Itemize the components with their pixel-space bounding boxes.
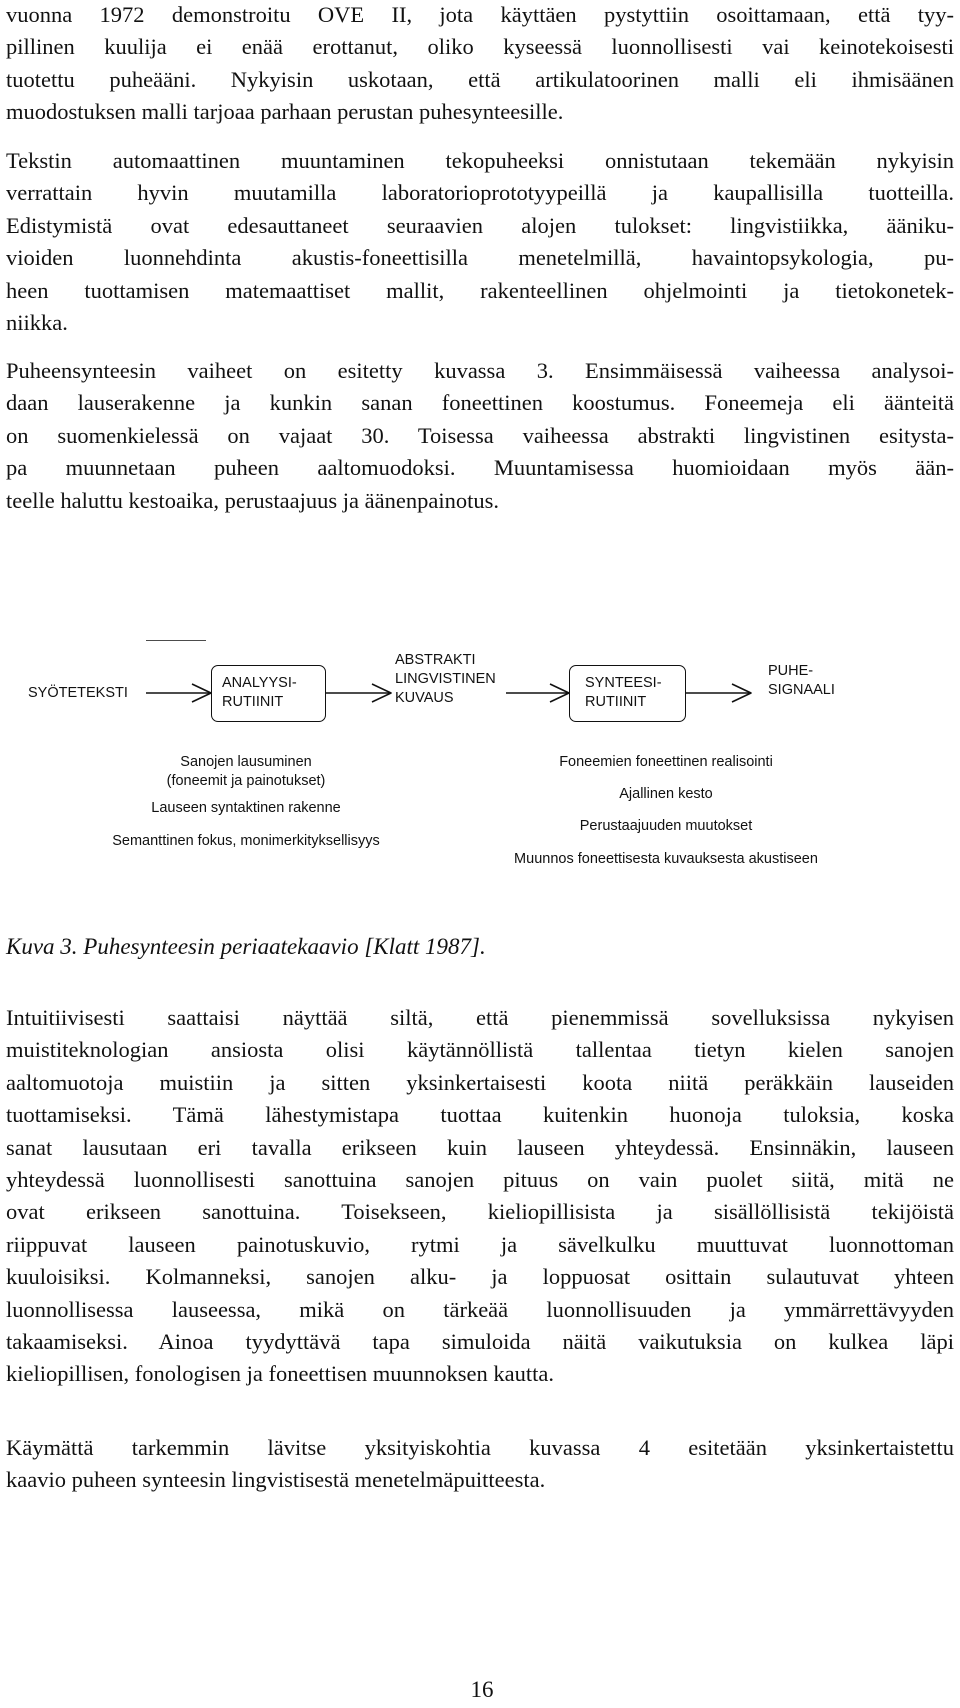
note-duration: Ajallinen kesto (619, 786, 713, 802)
text-line: vioiden luonnehdinta akustis-foneettisilla menetelmillä, havaintopsykologia, pu- (6, 245, 954, 271)
paragraph-5 (6, 1432, 954, 1497)
input-text-label: SYÖTETEKSTI (28, 685, 128, 701)
text-line: niikka. (6, 310, 68, 336)
paragraph-2 (6, 145, 954, 339)
text-line: muistiteknologian ansiosta olisi käytännöllistä tallentaa tietyn kielen sanojen (6, 1037, 954, 1063)
figure-caption: Kuva 3. Puhesynteesin periaatekaavio [Klatt 1987]. (6, 934, 486, 959)
text-line: kieliopillisen, fonologisen ja foneettisen muunnoksen kautta. (6, 1361, 555, 1387)
synthesis-diagram (6, 640, 958, 900)
text-line: ovat erikseen sanottuina. Toisekseen, kieliopillisista ja sisällöllisistä tekijöistä (6, 1199, 954, 1225)
abstract-label-2: LINGVISTINEN (395, 671, 496, 687)
abstract-label-1: ABSTRAKTI (395, 652, 476, 668)
text-line: aaltomuotoja muistiin ja sitten yksinkertaisesti koota niitä peräkkäin lauseiden (6, 1069, 954, 1095)
text-line: Käymättä tarkemmin lävitse yksityiskohtia kuvassa 4 esitetään yksinkertaistettu (6, 1435, 954, 1460)
text-line: luonnollisessa lauseessa, mikä on tärkeää luonnollisuuden ja ymmärrettävyyden (6, 1296, 954, 1322)
text-line: Puheensynteesin vaiheet on esitetty kuvassa 3. Ensimmäisessä vaiheessa analysoi- (6, 358, 954, 383)
text-line: tuottamiseksi. Tämä lähestymistapa tuottaa kuitenkin huonoja tuloksia, koska (6, 1102, 954, 1128)
document-page (6, 0, 958, 1708)
text-line: riippuvat lauseen painotuskuvio, rytmi ja sävelkulku muuttuvat luonnottoman (6, 1231, 954, 1257)
note-phonetic-realization: Foneemien foneettinen realisointi (559, 754, 773, 770)
text-line: tuotettu puheääni. Nykyisin uskotaan, että artikulatoorinen malli eli ihmisäänen (6, 66, 954, 92)
output-label-1: PUHE- (768, 663, 814, 679)
paragraph-1 (6, 0, 954, 129)
text-line: Edistymistä ovat edesauttaneet seuraavien alojen tulokset: lingvistiikka, ääniku- (6, 212, 954, 238)
text-line: on suomenkielessä on vajaat 30. Toisessa vaiheessa abstrakti lingvistinen esitysta- (6, 422, 954, 448)
text-line: daan lauserakenne ja kunkin sanan foneettinen koostumus. Foneemeja eli äänteitä (6, 390, 954, 416)
note-phonemes-stress: (foneemit ja painotukset) (166, 773, 326, 789)
analysis-label-1: ANALYYSI- (222, 675, 297, 691)
note-syntactic-structure: Lauseen syntaktinen rakenne (151, 800, 341, 816)
page-number: 16 (470, 1677, 494, 1702)
text-line: kaavio puheen synteesin lingvistisestä menetelmäpuitteesta. (6, 1467, 546, 1493)
text-line: verrattain hyvin muutamilla laboratorioprototyypeillä ja kaupallisilla tuotteilla. (6, 180, 954, 206)
text-line: takaamiseksi. Ainoa tyydyttävä tapa simuloida näitä vaikutuksia on kulkea läpi (6, 1329, 954, 1355)
synthesis-label-2: RUTIINIT (585, 694, 647, 710)
text-line: Intuitiivisesti saattaisi näyttää siltä, että pienemmissä sovelluksissa nykyisen (6, 1005, 954, 1030)
text-line: vuonna 1972 demonstroitu OVE II, jota käyttäen pystyttiin osoittamaan, että tyy- (6, 2, 954, 27)
note-semantic-focus: Semanttinen fokus, monimerkityksellisyys (112, 833, 380, 849)
text-line: Tekstin automaattinen muuntaminen tekopuheeksi onnistutaan tekemään nykyisin (6, 148, 954, 173)
synthesis-label-1: SYNTEESI- (585, 675, 662, 691)
text-line: teelle haluttu kestoaika, perustaajuus ja äänenpainotus. (6, 487, 499, 513)
text-line: sanat lausutaan eri tavalla erikseen kuin lauseen yhteydessä. Ensinnäkin, lauseen (6, 1134, 954, 1160)
analysis-box (211, 665, 326, 722)
analysis-label-2: RUTIINIT (222, 694, 284, 710)
paragraph-3 (6, 355, 954, 517)
note-phonetic-to-acoustic: Muunnos foneettisesta kuvauksesta akustiseen (514, 851, 818, 867)
output-label-2: SIGNAALI (768, 682, 835, 698)
text-line: pillinen kuulija ei enää erottanut, oliko kyseessä luonnollisesti vai keinotekoisesti (6, 34, 954, 60)
text-line: heen tuottamisen matemaattiset mallit, rakenteellinen ohjelmointi ja tietokonetek- (6, 277, 954, 303)
synthesis-box (569, 665, 686, 722)
note-f0-changes: Perustaajuuden muutokset (579, 818, 753, 834)
abstract-label-3: KUVAUS (395, 690, 454, 706)
paragraph-4 (6, 1002, 954, 1391)
text-line: muodostuksen malli tarjoaa parhaan perustan puhesynteesille. (6, 99, 564, 125)
note-word-pronunciation: Sanojen lausuminen (180, 754, 312, 770)
text-line: pa muunnetaan puheen aaltomuodoksi. Muuntamisessa huomioidaan myös ään- (6, 455, 954, 481)
text-line: kuuloisiksi. Kolmanneksi, sanojen alku- ja loppuosat osittain sulautuvat yhteen (6, 1264, 954, 1290)
text-line: yhteydessä luonnollisesti sanottuina sanojen pituus on vain puolet siitä, mitä ne (6, 1167, 954, 1193)
